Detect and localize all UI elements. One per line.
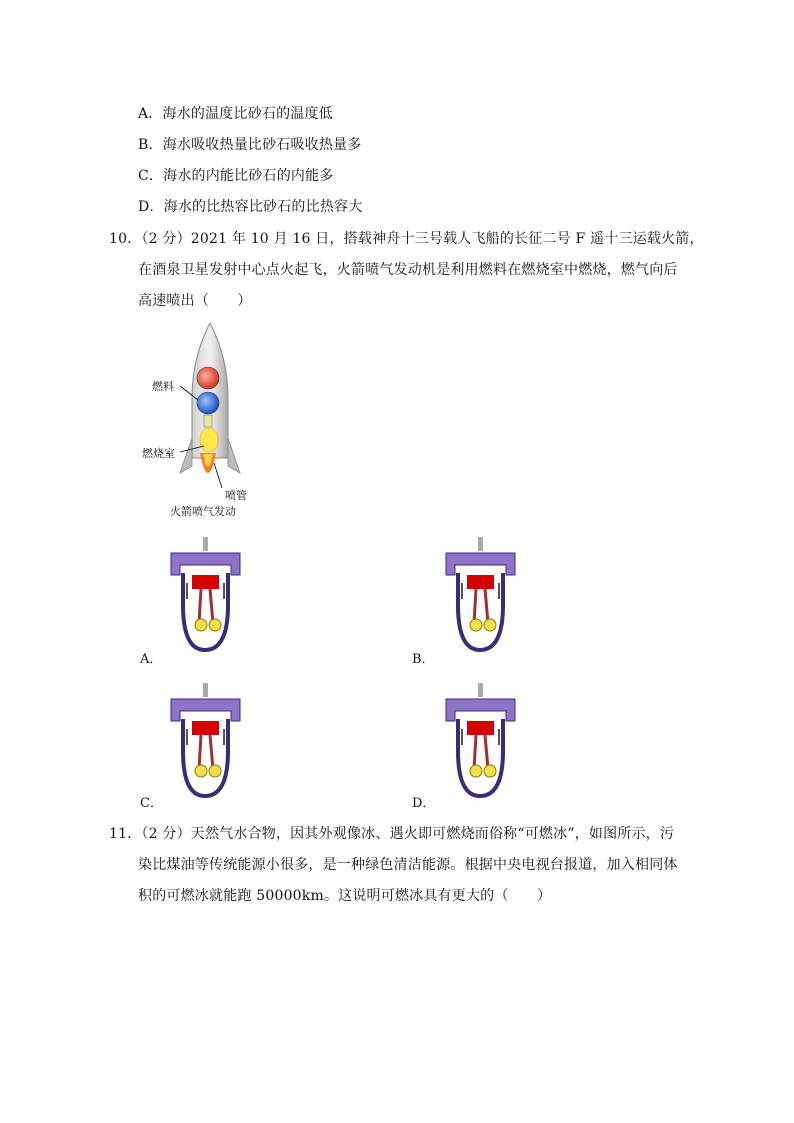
engine-diagram-a (163, 535, 248, 653)
rocket-label-fuel: 燃料 (152, 380, 174, 393)
q9-option-d: D．海水的比热容比砂石的比热容大 (138, 199, 363, 215)
rocket-caption: 火箭喷气发动 (170, 505, 236, 518)
q10-stem-line1: 10．（2 分）2021 年 10 月 16 日，搭载神舟十三号载人飞船的长征二号 F 遥十三运载火箭， (109, 231, 704, 247)
engine-option-b-label: B． (412, 652, 435, 667)
engine-diagram-b (438, 535, 523, 653)
engine-diagram-c (163, 681, 248, 799)
engine-option-c-label: C． (140, 796, 163, 811)
rocket-diagram (150, 318, 270, 498)
rocket-label-chamber: 燃烧室 (142, 447, 175, 460)
q10-stem-line2: 在酒泉卫星发射中心点火起飞，火箭喷气发动机是利用燃料在燃烧室中燃烧，燃气向后 (138, 262, 678, 278)
q9-option-c: C．海水的内能比砂石的内能多 (138, 168, 334, 184)
q9-option-a: A．海水的温度比砂石的温度低 (138, 106, 333, 122)
engine-option-a-label: A． (140, 652, 163, 667)
rocket-label-nozzle: 喷管 (225, 489, 247, 502)
engine-diagram-d (438, 681, 523, 799)
engine-option-d-label: D． (412, 796, 436, 811)
q11-stem-line2: 染比煤油等传统能源小很多，是一种绿色清洁能源。根据中央电视台报道，加入相同体 (138, 857, 678, 873)
q10-stem-line3: 高速喷出（ ） (138, 293, 252, 309)
q11-stem-line3: 积的可燃冰就能跑 50000km。这说明可燃冰具有更大的（ ） (138, 888, 552, 904)
q11-stem-line1: 11．（2 分）天然气水合物，因其外观像冰、遇火即可燃烧而俗称“可燃冰”，如图所示，污 (109, 826, 675, 842)
q9-option-b: B．海水吸收热量比砂石吸收热量多 (138, 137, 362, 153)
